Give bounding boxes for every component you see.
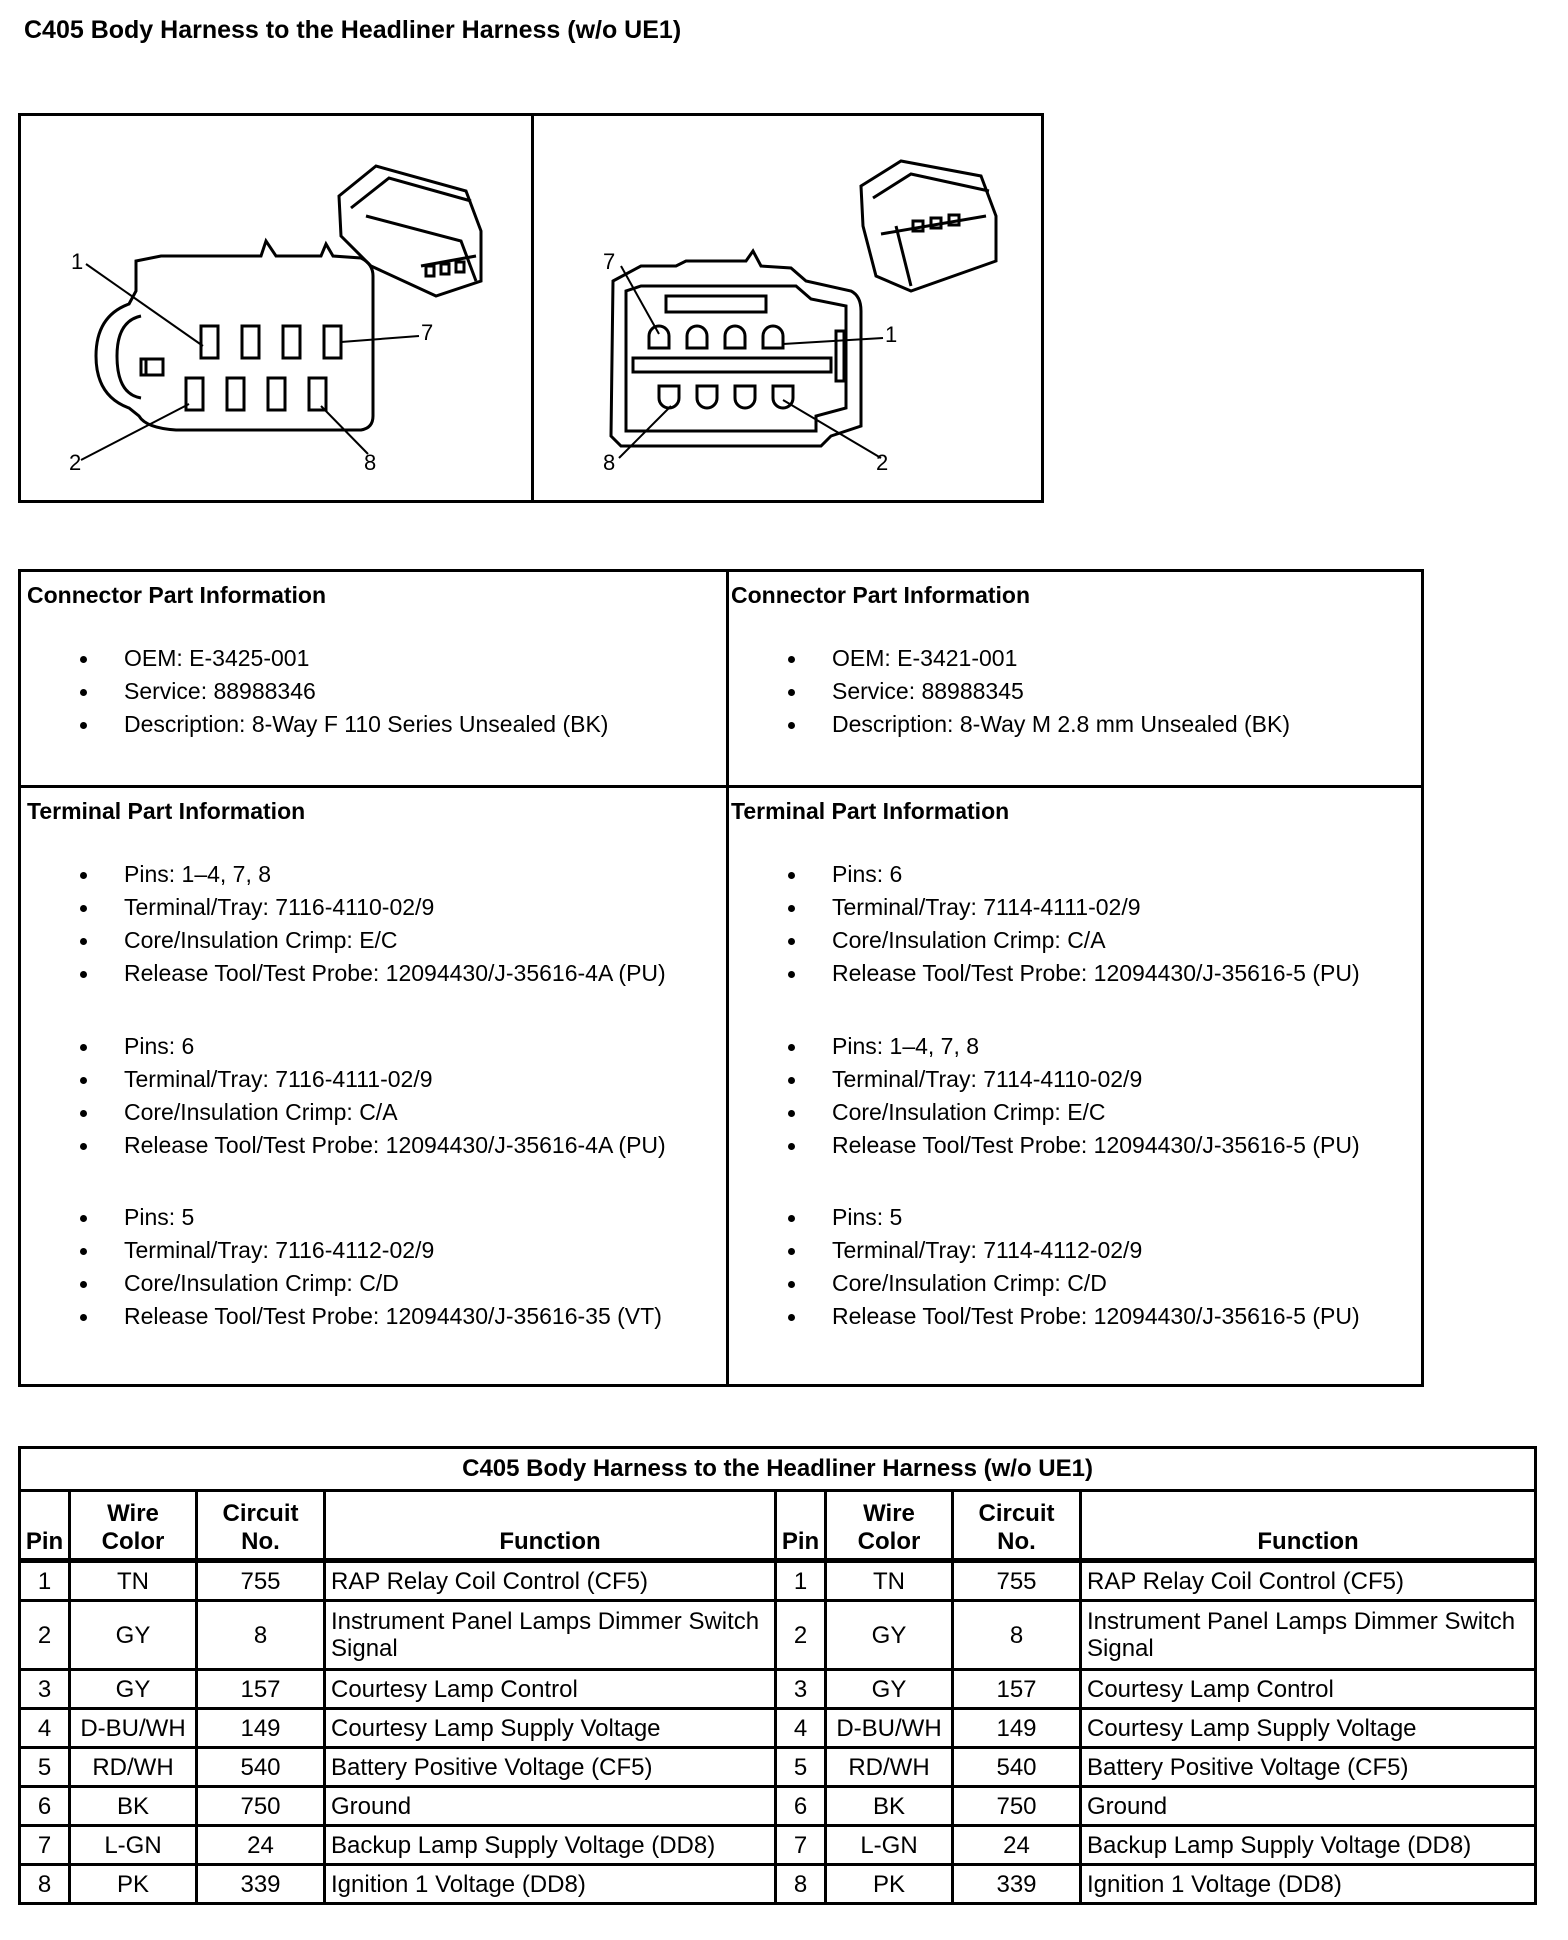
list-item: Terminal/Tray: 7114-4112-02/9 bbox=[729, 1234, 1360, 1267]
terminal-group-1 bbox=[21, 858, 666, 990]
terminal-group-2 bbox=[729, 1030, 1360, 1162]
wire-color-cell: GY bbox=[70, 1601, 197, 1670]
list-item: Release Tool/Test Probe: 12094430/J-35616-5 (PU) bbox=[729, 1300, 1360, 1333]
list-item: Core/Insulation Crimp: E/C bbox=[21, 924, 666, 957]
list-item: Release Tool/Test Probe: 12094430/J-35616-35 (VT) bbox=[21, 1300, 662, 1333]
function-cell: Backup Lamp Supply Voltage (DD8) bbox=[1081, 1826, 1536, 1865]
list-item: Pins: 6 bbox=[21, 1030, 666, 1063]
circuit-cell: 750 bbox=[197, 1787, 325, 1826]
header-pin: Pin bbox=[776, 1491, 826, 1561]
callout-right-7: 7 bbox=[603, 249, 616, 274]
wire-color-cell: TN bbox=[70, 1561, 197, 1601]
list-item: Core/Insulation Crimp: C/A bbox=[729, 924, 1360, 957]
callout-left-7: 7 bbox=[421, 320, 434, 345]
list-item: Terminal/Tray: 7116-4110-02/9 bbox=[21, 891, 666, 924]
wire-color-cell: L-GN bbox=[70, 1826, 197, 1865]
left-terminal-info bbox=[21, 788, 726, 1384]
circuit-cell: 339 bbox=[953, 1865, 1081, 1904]
list-item: Description: 8-Way M 2.8 mm Unsealed (BK) bbox=[729, 708, 1290, 741]
list-item: Pins: 6 bbox=[729, 858, 1360, 891]
function-cell: Instrument Panel Lamps Dimmer Switch Signal bbox=[325, 1601, 776, 1670]
male-connector-iso-sketch bbox=[861, 161, 996, 291]
function-cell: Battery Positive Voltage (CF5) bbox=[1081, 1748, 1536, 1787]
terminal-group-3 bbox=[729, 1201, 1360, 1333]
table-row bbox=[20, 1670, 1536, 1709]
function-cell: Ground bbox=[1081, 1787, 1536, 1826]
callout-right-8: 8 bbox=[603, 450, 616, 475]
pin-cell: 1 bbox=[776, 1561, 826, 1601]
list-item: Pins: 1–4, 7, 8 bbox=[729, 1030, 1360, 1063]
terminal-info-heading: Terminal Part Information bbox=[731, 798, 1010, 824]
circuit-cell: 339 bbox=[197, 1865, 325, 1904]
pin-cell: 5 bbox=[776, 1748, 826, 1787]
right-connector-info bbox=[729, 572, 1424, 785]
table-row bbox=[20, 1748, 1536, 1787]
wire-color-cell: RD/WH bbox=[826, 1748, 953, 1787]
pin-cell: 6 bbox=[776, 1787, 826, 1826]
list-item: Description: 8-Way F 110 Series Unsealed (BK) bbox=[21, 708, 608, 741]
connector-info-heading: Connector Part Information bbox=[27, 582, 327, 608]
circuit-cell: 149 bbox=[197, 1709, 325, 1748]
circuit-cell: 24 bbox=[953, 1826, 1081, 1865]
list-item: Release Tool/Test Probe: 12094430/J-35616-4A (PU) bbox=[21, 957, 666, 990]
pinout-table-header bbox=[20, 1491, 1536, 1561]
table-row bbox=[20, 1561, 1536, 1601]
wire-color-cell: GY bbox=[826, 1601, 953, 1670]
terminal-group-2 bbox=[21, 1030, 666, 1162]
list-item: Release Tool/Test Probe: 12094430/J-35616-5 (PU) bbox=[729, 1129, 1360, 1162]
callout-right-1: 1 bbox=[885, 322, 898, 347]
callout-left-8: 8 bbox=[364, 450, 377, 475]
right-terminal-info bbox=[729, 788, 1424, 1384]
circuit-cell: 540 bbox=[953, 1748, 1081, 1787]
header-circuit-no: Circuit No. bbox=[953, 1491, 1081, 1561]
callout-left-2: 2 bbox=[69, 450, 82, 475]
function-cell: Ignition 1 Voltage (DD8) bbox=[325, 1865, 776, 1904]
terminal-group-1 bbox=[729, 858, 1360, 990]
table-row bbox=[20, 1787, 1536, 1826]
table-row bbox=[20, 1709, 1536, 1748]
wire-color-cell: GY bbox=[70, 1670, 197, 1709]
function-cell: Instrument Panel Lamps Dimmer Switch Signal bbox=[1081, 1601, 1536, 1670]
male-connector-face bbox=[611, 251, 883, 458]
circuit-cell: 540 bbox=[197, 1748, 325, 1787]
circuit-cell: 750 bbox=[953, 1787, 1081, 1826]
list-item: Service: 88988345 bbox=[729, 675, 1290, 708]
page-title: C405 Body Harness to the Headliner Harness (w/o UE1) bbox=[24, 16, 682, 44]
header-wire-color: Wire Color bbox=[826, 1491, 953, 1561]
function-cell: Courtesy Lamp Control bbox=[1081, 1670, 1536, 1709]
function-cell: Courtesy Lamp Supply Voltage bbox=[325, 1709, 776, 1748]
header-function: Function bbox=[1081, 1491, 1536, 1561]
list-item: Core/Insulation Crimp: C/D bbox=[21, 1267, 662, 1300]
wire-color-cell: D-BU/WH bbox=[70, 1709, 197, 1748]
pin-cell: 3 bbox=[20, 1670, 70, 1709]
function-cell: Backup Lamp Supply Voltage (DD8) bbox=[325, 1826, 776, 1865]
pin-cell: 8 bbox=[776, 1865, 826, 1904]
connector-info-list bbox=[21, 642, 608, 741]
callout-right-2: 2 bbox=[876, 450, 889, 475]
function-cell: Ignition 1 Voltage (DD8) bbox=[1081, 1865, 1536, 1904]
header-wire-color: Wire Color bbox=[70, 1491, 197, 1561]
wire-color-cell: TN bbox=[826, 1561, 953, 1601]
function-cell: Courtesy Lamp Supply Voltage bbox=[1081, 1709, 1536, 1748]
header-pin: Pin bbox=[20, 1491, 70, 1561]
callout-left-1: 1 bbox=[71, 249, 84, 274]
function-cell: RAP Relay Coil Control (CF5) bbox=[325, 1561, 776, 1601]
header-function: Function bbox=[325, 1491, 776, 1561]
female-connector-face bbox=[81, 241, 419, 460]
pin-cell: 6 bbox=[20, 1787, 70, 1826]
pin-cell: 5 bbox=[20, 1748, 70, 1787]
pin-cell: 1 bbox=[20, 1561, 70, 1601]
list-item: Core/Insulation Crimp: E/C bbox=[729, 1096, 1360, 1129]
pinout-table bbox=[18, 1446, 1537, 1905]
connector-diagram bbox=[18, 113, 1044, 503]
list-item: Terminal/Tray: 7116-4112-02/9 bbox=[21, 1234, 662, 1267]
terminal-info-heading: Terminal Part Information bbox=[27, 798, 306, 824]
part-information-grid bbox=[18, 569, 1424, 1387]
pinout-table-title: C405 Body Harness to the Headliner Harness (w/o UE1) bbox=[20, 1448, 1536, 1491]
connector-info-heading: Connector Part Information bbox=[731, 582, 1031, 608]
list-item: Pins: 5 bbox=[729, 1201, 1360, 1234]
connector-diagram-svg bbox=[21, 116, 1041, 500]
circuit-cell: 157 bbox=[953, 1670, 1081, 1709]
table-row bbox=[20, 1826, 1536, 1865]
list-item: Terminal/Tray: 7114-4111-02/9 bbox=[729, 891, 1360, 924]
list-item: Pins: 5 bbox=[21, 1201, 662, 1234]
pin-cell: 7 bbox=[776, 1826, 826, 1865]
wire-color-cell: BK bbox=[826, 1787, 953, 1826]
circuit-cell: 24 bbox=[197, 1826, 325, 1865]
pin-cell: 4 bbox=[20, 1709, 70, 1748]
list-item: OEM: E-3421-001 bbox=[729, 642, 1290, 675]
wire-color-cell: PK bbox=[70, 1865, 197, 1904]
list-item: Terminal/Tray: 7116-4111-02/9 bbox=[21, 1063, 666, 1096]
wire-color-cell: BK bbox=[70, 1787, 197, 1826]
wire-color-cell: RD/WH bbox=[70, 1748, 197, 1787]
list-item: Release Tool/Test Probe: 12094430/J-35616-5 (PU) bbox=[729, 957, 1360, 990]
list-item: Pins: 1–4, 7, 8 bbox=[21, 858, 666, 891]
circuit-cell: 149 bbox=[953, 1709, 1081, 1748]
list-item: OEM: E-3425-001 bbox=[21, 642, 608, 675]
table-row bbox=[20, 1865, 1536, 1904]
circuit-cell: 8 bbox=[953, 1601, 1081, 1670]
wire-color-cell: D-BU/WH bbox=[826, 1709, 953, 1748]
left-connector-info bbox=[21, 572, 726, 785]
pin-cell: 4 bbox=[776, 1709, 826, 1748]
wire-color-cell: PK bbox=[826, 1865, 953, 1904]
function-cell: Courtesy Lamp Control bbox=[325, 1670, 776, 1709]
wire-color-cell: L-GN bbox=[826, 1826, 953, 1865]
function-cell: RAP Relay Coil Control (CF5) bbox=[1081, 1561, 1536, 1601]
header-circuit-no: Circuit No. bbox=[197, 1491, 325, 1561]
list-item: Core/Insulation Crimp: C/A bbox=[21, 1096, 666, 1129]
terminal-group-3 bbox=[21, 1201, 662, 1333]
pin-cell: 2 bbox=[20, 1601, 70, 1670]
connector-info-list bbox=[729, 642, 1290, 741]
pin-cell: 7 bbox=[20, 1826, 70, 1865]
list-item: Terminal/Tray: 7114-4110-02/9 bbox=[729, 1063, 1360, 1096]
wire-color-cell: GY bbox=[826, 1670, 953, 1709]
female-connector-iso-sketch bbox=[339, 166, 481, 296]
pin-cell: 8 bbox=[20, 1865, 70, 1904]
list-item: Service: 88988346 bbox=[21, 675, 608, 708]
circuit-cell: 8 bbox=[197, 1601, 325, 1670]
circuit-cell: 755 bbox=[197, 1561, 325, 1601]
function-cell: Ground bbox=[325, 1787, 776, 1826]
list-item: Core/Insulation Crimp: C/D bbox=[729, 1267, 1360, 1300]
list-item: Release Tool/Test Probe: 12094430/J-35616-4A (PU) bbox=[21, 1129, 666, 1162]
pin-cell: 3 bbox=[776, 1670, 826, 1709]
circuit-cell: 157 bbox=[197, 1670, 325, 1709]
table-row bbox=[20, 1601, 1536, 1670]
function-cell: Battery Positive Voltage (CF5) bbox=[325, 1748, 776, 1787]
circuit-cell: 755 bbox=[953, 1561, 1081, 1601]
pin-cell: 2 bbox=[776, 1601, 826, 1670]
